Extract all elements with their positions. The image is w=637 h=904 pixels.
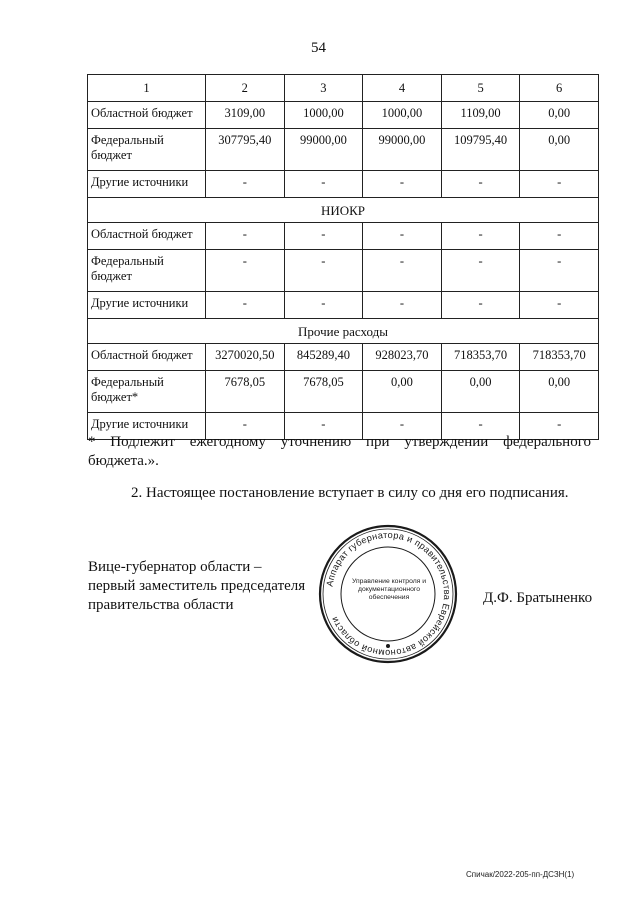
signer-name: Д.Ф. Братыненко (483, 590, 593, 606)
table-cell: 3270020,50 (206, 344, 285, 371)
table-cell: - (284, 292, 363, 319)
stamp-dot (386, 644, 390, 648)
table-cell: - (284, 171, 363, 198)
table-cell: - (520, 171, 599, 198)
stamp-center-line: документационного (357, 586, 420, 593)
section-title: НИОКР (88, 198, 599, 223)
column-header: 2 (206, 75, 285, 102)
footnote-word: уточнению (280, 434, 352, 450)
table-row (88, 292, 599, 319)
page-number: 54 (311, 40, 326, 56)
row-label: Федеральный бюджет (88, 129, 206, 171)
row-label: Другие источники (88, 413, 206, 440)
table-cell: - (284, 250, 363, 292)
signer-title-line: правительства области (88, 597, 234, 613)
table-row (88, 371, 599, 413)
row-label: Другие источники (88, 292, 206, 319)
table-cell: - (206, 250, 285, 292)
table-cell: - (206, 223, 285, 250)
table-cell: - (363, 292, 442, 319)
table-cell: - (520, 413, 599, 440)
row-label: Областной бюджет (88, 102, 206, 129)
table-cell: - (441, 171, 520, 198)
table-cell: - (363, 171, 442, 198)
column-header: 3 (284, 75, 363, 102)
footnote-word: федерального (503, 434, 591, 450)
table-cell: 845289,40 (284, 344, 363, 371)
table-cell: 0,00 (520, 371, 599, 413)
signer-title-line: первый заместитель председателя (88, 578, 306, 594)
table-cell: 1109,00 (441, 102, 520, 129)
table-row (88, 223, 599, 250)
table-cell: 307795,40 (206, 129, 285, 171)
table-cell: 718353,70 (520, 344, 599, 371)
clause-effective-date: 2. Настоящее постановление вступает в силу со дня его подписания. (131, 485, 569, 501)
table-cell: 1000,00 (363, 102, 442, 129)
table-row (88, 344, 599, 371)
table-header-row (88, 75, 599, 102)
section-title: Прочие расходы (88, 319, 599, 344)
table-cell: - (441, 223, 520, 250)
footnote (88, 433, 591, 471)
table-cell: - (206, 292, 285, 319)
table-cell: 109795,40 (441, 129, 520, 171)
stamp-ring-text: Аппарат губернатора и правительства Еврейской автономной области (324, 529, 453, 659)
table-cell: - (284, 413, 363, 440)
stamp-center-text (343, 578, 435, 602)
column-header: 1 (88, 75, 206, 102)
table-row (88, 102, 599, 129)
table-row (88, 250, 599, 292)
table-cell: 928023,70 (363, 344, 442, 371)
footnote-line-2: бюджета.». (88, 453, 159, 469)
table-cell: 7678,05 (284, 371, 363, 413)
table-row (88, 129, 599, 171)
budget-table-body (88, 75, 599, 440)
table-cell: - (520, 292, 599, 319)
column-header: 6 (520, 75, 599, 102)
table-cell: 7678,05 (206, 371, 285, 413)
footnote-word: * (88, 434, 96, 450)
table-cell: 3109,00 (206, 102, 285, 129)
document-code: Спичак/2022-205-пп-ДСЗН(1) (466, 870, 575, 879)
row-label: Областной бюджет (88, 223, 206, 250)
table-cell: 99000,00 (284, 129, 363, 171)
table-row (88, 171, 599, 198)
table-cell: 0,00 (520, 129, 599, 171)
row-label: Другие источники (88, 171, 206, 198)
signer-title (88, 558, 305, 615)
table-cell: - (520, 223, 599, 250)
table-cell: - (520, 250, 599, 292)
table-cell: - (206, 171, 285, 198)
table-cell: - (363, 223, 442, 250)
table-cell: 718353,70 (441, 344, 520, 371)
signer-title-line: Вице-губернатор области – (88, 559, 262, 575)
table-cell: - (206, 413, 285, 440)
table-cell: - (441, 292, 520, 319)
footnote-word: ежегодному (189, 434, 266, 450)
row-label: Федеральный бюджет (88, 250, 206, 292)
table-cell: 0,00 (520, 102, 599, 129)
column-header: 4 (363, 75, 442, 102)
table-cell: - (284, 223, 363, 250)
table-section-row (88, 198, 599, 223)
table-cell: 0,00 (441, 371, 520, 413)
footnote-word: при (365, 434, 390, 450)
row-label: Областной бюджет (88, 344, 206, 371)
column-header: 5 (441, 75, 520, 102)
table-cell: 99000,00 (363, 129, 442, 171)
stamp-center-line: Управление контроля и (351, 578, 427, 585)
table-section-row (88, 319, 599, 344)
table-cell: - (363, 250, 442, 292)
footnote-line-1 (88, 433, 591, 452)
footnote-word: Подлежит (110, 434, 175, 450)
footnote-word: утверждении (404, 434, 489, 450)
table-cell: - (363, 413, 442, 440)
table-cell: - (441, 413, 520, 440)
table-cell: 1000,00 (284, 102, 363, 129)
row-label: Федеральный бюджет* (88, 371, 206, 413)
budget-table (87, 74, 599, 440)
table-cell: 0,00 (363, 371, 442, 413)
stamp-center-line: обеспечения (368, 594, 410, 601)
table-cell: - (441, 250, 520, 292)
